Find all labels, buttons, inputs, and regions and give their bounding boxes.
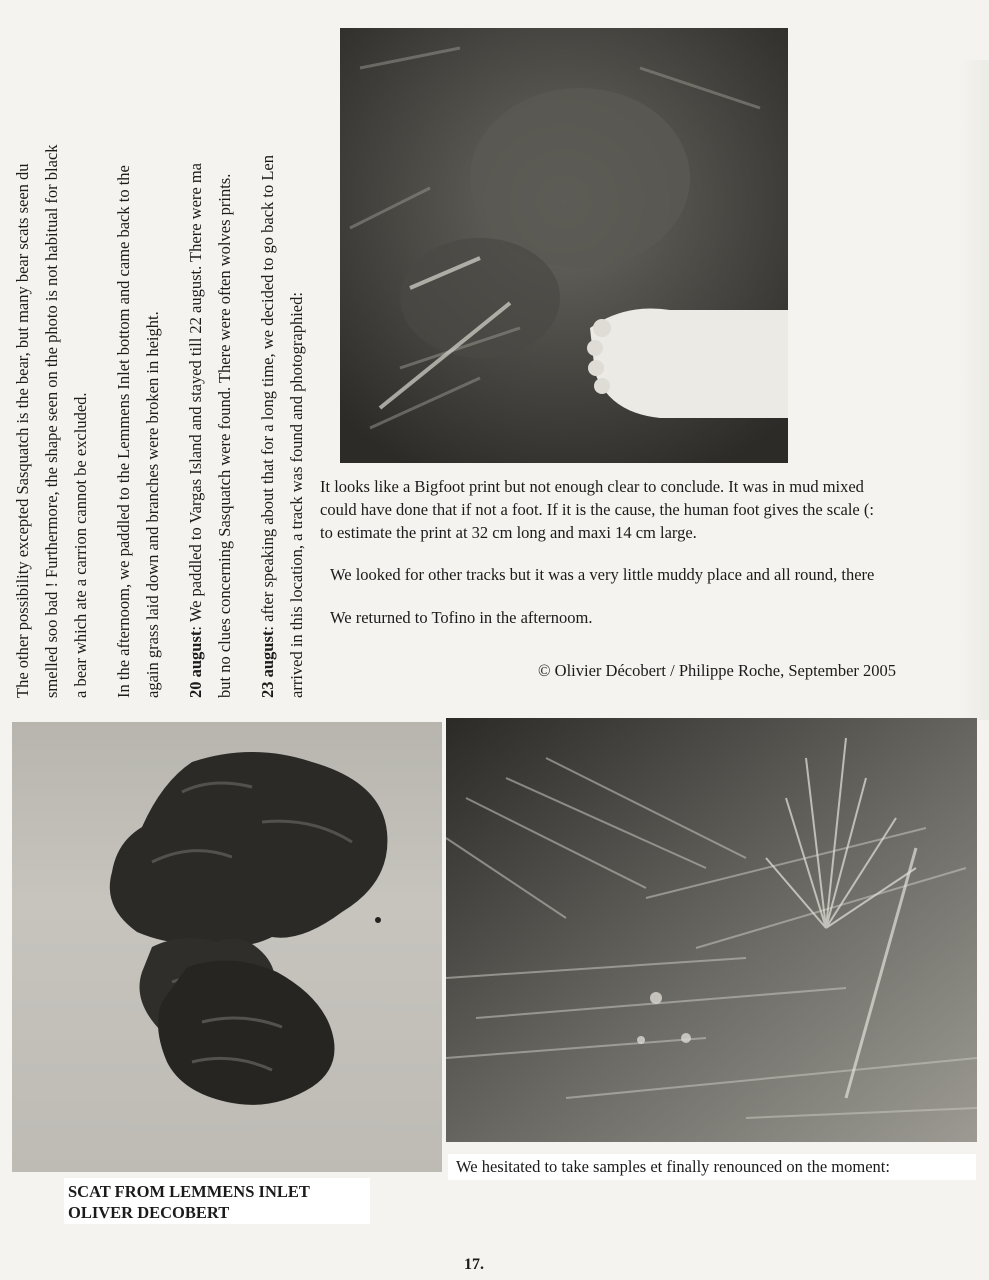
grass-photo	[446, 718, 977, 1142]
rotated-line: The other possibility excepted Sasquatch is the bear, but many bear scats seen du	[13, 163, 32, 698]
page-number: 17.	[464, 1256, 484, 1273]
rotated-line: smelled soo bad ! Furthermore, the shape seen on the photo is not habitual for black	[42, 144, 61, 698]
rotated-line-dated	[181, 8, 210, 698]
bleed-through-shadow	[960, 60, 989, 720]
rotated-line-rest: : after speaking about that for a long time, we decided to go back to Len	[258, 155, 277, 631]
tracks-paragraph: We looked for other tracks but it was a very little muddy place and all round, there	[330, 565, 875, 584]
caption-line: could have done that if not a foot. If it is the cause, the human foot gives the scale (:	[320, 500, 874, 519]
scat-label-line: OLIVER DECOBERT	[68, 1203, 230, 1222]
scat-label	[64, 1178, 370, 1224]
rotated-line: again grass laid down and branches were broken in height.	[143, 311, 162, 698]
scat-photo	[12, 722, 442, 1172]
rotated-line: In the afternoom, we paddled to the Lemmens Inlet bottom and came back to the	[114, 165, 133, 698]
rotated-line-rest: : We paddled to Vargas Island and stayed till 22 august. There were ma	[186, 163, 205, 631]
caption-line: It looks like a Bigfoot print but not enough clear to conclude. It was in mud mixed	[320, 477, 864, 496]
rotated-line: arrived in this location, a track was found and photographied:	[287, 292, 306, 698]
date-20-august: 20 august	[186, 630, 205, 698]
footprint-photo	[340, 28, 788, 463]
rotated-text-column	[8, 8, 308, 698]
scat-label-line: SCAT FROM LEMMENS INLET	[68, 1182, 310, 1201]
rotated-line: a bear which ate a carrion cannot be excluded.	[71, 392, 90, 698]
rotated-line-dated	[253, 8, 282, 698]
date-23-august: 23 august	[258, 630, 277, 698]
footprint-caption	[320, 475, 874, 544]
rotated-line: but no clues concerning Sasquatch were found. There were often wolves prints.	[215, 173, 234, 698]
grass-caption: We hesitated to take samples et finally renounced on the moment:	[448, 1154, 976, 1180]
copyright-line: © Olivier Décobert / Philippe Roche, September 2005	[538, 661, 897, 680]
caption-line: to estimate the print at 32 cm long and maxi 14 cm large.	[320, 523, 697, 542]
tofino-paragraph: We returned to Tofino in the afternoom.	[330, 608, 593, 627]
